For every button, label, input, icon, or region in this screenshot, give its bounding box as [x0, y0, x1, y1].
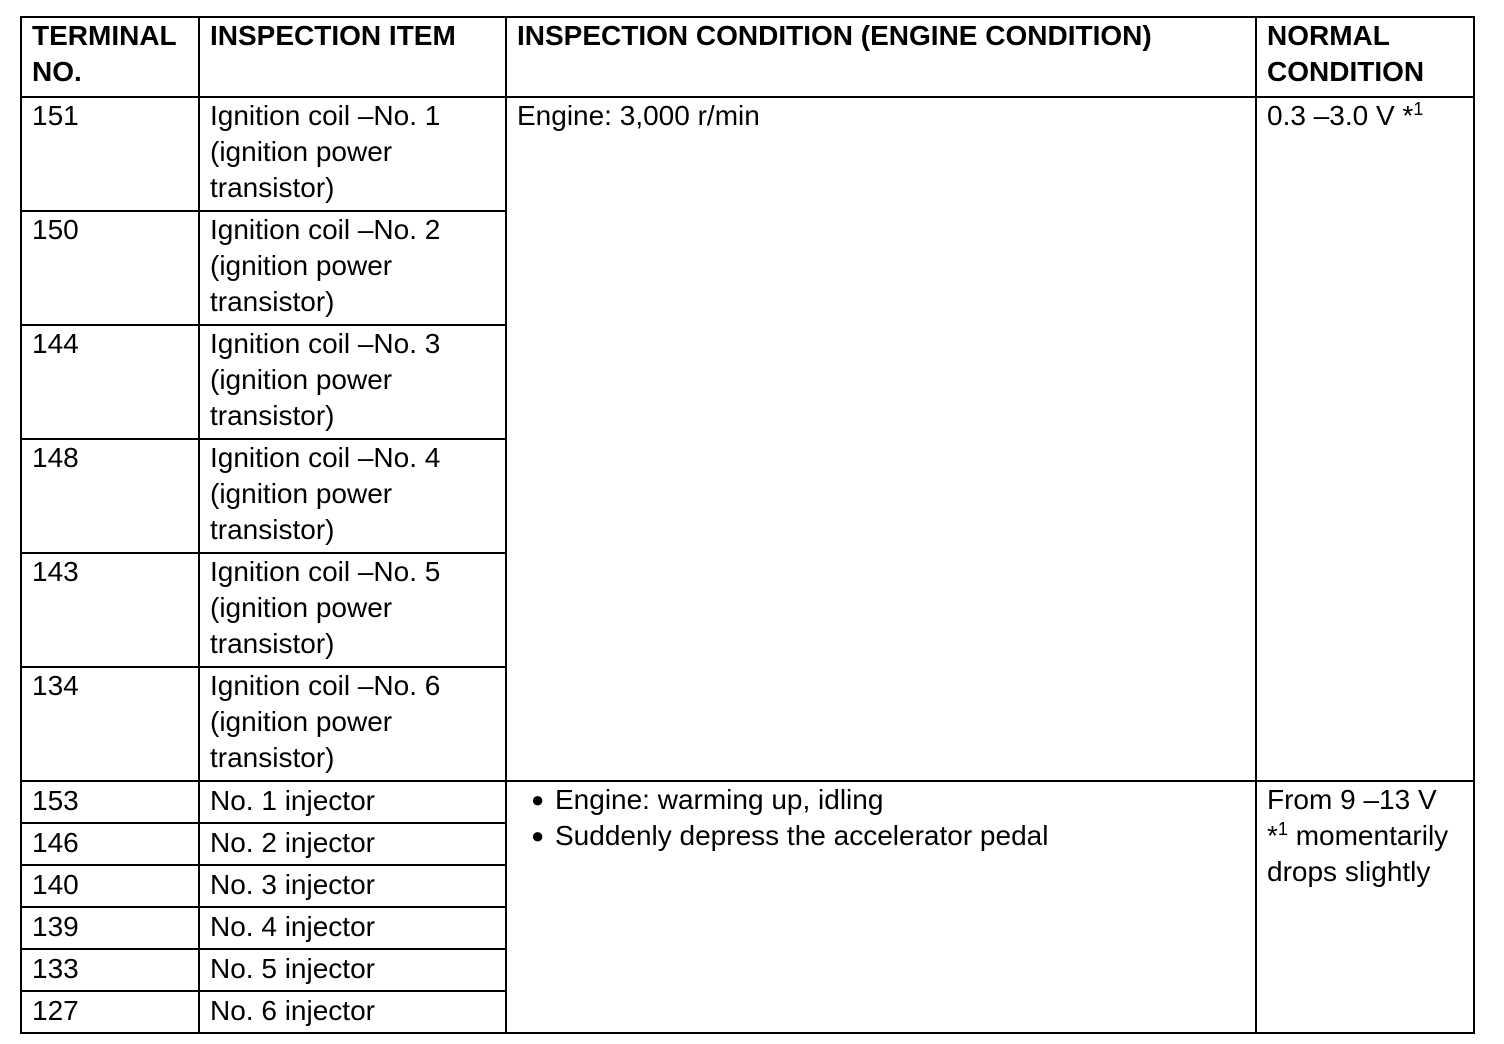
condition-bullet-list	[517, 782, 1247, 854]
terminal-cell: 134	[21, 667, 199, 781]
injector-normal-rest: momentarily drops slightly	[1267, 820, 1449, 887]
condition-text: Suddenly depress the accelerator pedal	[555, 820, 1049, 851]
bullet-icon: ●	[531, 787, 545, 812]
terminal-cell: 127	[21, 991, 199, 1033]
ignition-condition-text: Engine: 3,000 r/min	[517, 100, 760, 131]
ignition-normal-value: 0.3 –3.0 V *	[1267, 100, 1414, 131]
inspection-item-cell: Ignition coil –No. 4 (ignition power transistor)	[199, 439, 506, 553]
bullet-icon: ●	[531, 823, 545, 848]
footnote-star: *	[1267, 820, 1278, 851]
inspection-item-cell: No. 2 injector	[199, 823, 506, 865]
header-terminal-no: TERMINAL NO.	[21, 17, 199, 97]
ignition-condition-cell	[506, 97, 1256, 781]
header-inspection-condition: INSPECTION CONDITION (ENGINE CONDITION)	[506, 17, 1256, 97]
inspection-item-cell: Ignition coil –No. 6 (ignition power transistor)	[199, 667, 506, 781]
inspection-item-cell: Ignition coil –No. 5 (ignition power transistor)	[199, 553, 506, 667]
footnote-marker: 1	[1277, 819, 1288, 839]
inspection-item-cell: No. 1 injector	[199, 781, 506, 823]
terminal-cell: 151	[21, 97, 199, 211]
header-normal-condition: NORMAL CONDITION	[1256, 17, 1474, 97]
terminal-cell: 146	[21, 823, 199, 865]
header-inspection-item: INSPECTION ITEM	[199, 17, 506, 97]
injector-normal-cell	[1256, 781, 1474, 1033]
terminal-cell: 139	[21, 907, 199, 949]
terminal-cell: 143	[21, 553, 199, 667]
table-row	[21, 97, 1474, 211]
terminal-cell: 148	[21, 439, 199, 553]
inspection-item-cell: No. 3 injector	[199, 865, 506, 907]
inspection-item-cell: Ignition coil –No. 1 (ignition power transistor)	[199, 97, 506, 211]
inspection-item-cell: Ignition coil –No. 3 (ignition power transistor)	[199, 325, 506, 439]
inspection-item-cell: No. 4 injector	[199, 907, 506, 949]
table-row	[21, 781, 1474, 823]
injector-normal-line1: From 9 –13 V	[1267, 784, 1437, 815]
injector-normal-line2	[1267, 818, 1465, 890]
terminal-cell: 140	[21, 865, 199, 907]
terminal-cell: 144	[21, 325, 199, 439]
terminal-inspection-table	[20, 16, 1475, 1034]
ignition-normal-cell	[1256, 97, 1474, 781]
terminal-cell: 133	[21, 949, 199, 991]
terminal-cell: 150	[21, 211, 199, 325]
list-item	[517, 818, 1247, 854]
inspection-item-cell: Ignition coil –No. 2 (ignition power transistor)	[199, 211, 506, 325]
header-row	[21, 17, 1474, 97]
injector-condition-cell	[506, 781, 1256, 1033]
list-item	[517, 782, 1247, 818]
terminal-cell: 153	[21, 781, 199, 823]
inspection-item-cell: No. 5 injector	[199, 949, 506, 991]
footnote-marker: 1	[1413, 99, 1424, 119]
inspection-item-cell: No. 6 injector	[199, 991, 506, 1033]
condition-text: Engine: warming up, idling	[555, 784, 884, 815]
